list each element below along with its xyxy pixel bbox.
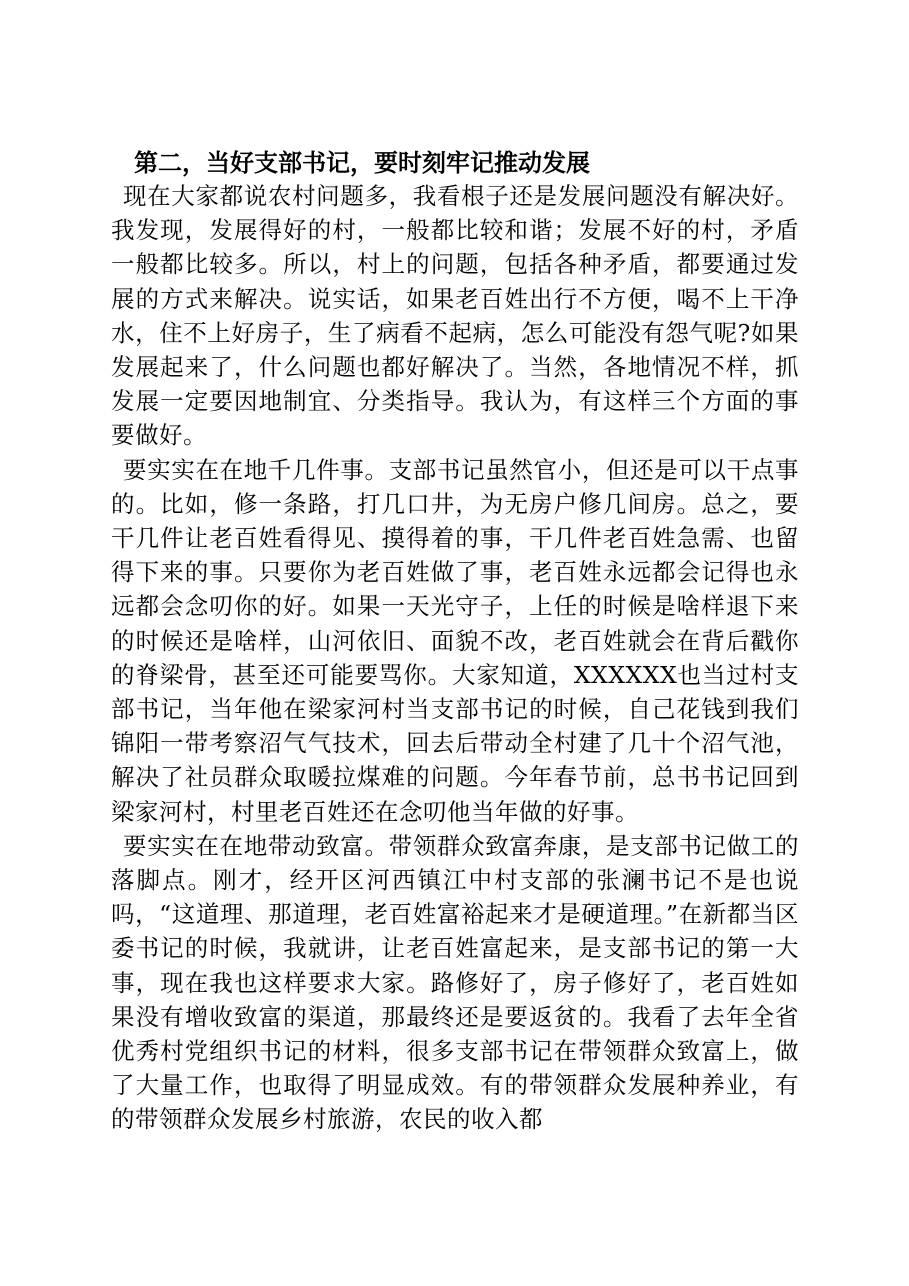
paragraph-2: 要实实在在地千几件事。支部书记虽然官小，但还是可以干点事的。比如，修一条路，打几口井，为无房户修几间房。总之，要干几件让老百姓看得见、摸得着的事，干几件老百姓急需、也留得下来的事。只要你为老百姓做了事，老百姓永远都会记得也永远都会念叨你的好。如果一天光守子，上任的时候是啥样退下来的时候还是啥样，山河依旧、面貌不改，老百姓就会在背后戳你的脊梁骨，甚至还可能要骂你。大家知道，XXXXXX也当过村支部书记，当年他在梁家河村当支部书记的时候，自己花钱到我们锦阳一带考察沼气气技术，回去后带动全村建了几十个沼气池，解决了社员群众取暖拉煤难的问题。今年春节前，总书书记回到梁家河村，村里老百姓还在念叨他当年做的好事。 <box>111 455 799 826</box>
paragraph-1: 现在大家都说农村问题多，我看根子还是发展问题没有解决好。我发现，发展得好的村，一般都比较和谐；发展不好的村，矛盾一般都比较多。所以，村上的问题，包括各种矛盾，都要通过发展的方式来解决。说实话，如果老百姓出行不方便，喝不上干净水，住不上好房子，生了病看不起病，怎么可能没有怨气呢?如果发展起来了，什么问题也都好解决了。当然，各地情况不样，抓发展一定要因地制宜、分类指导。我认为，有这样三个方面的事要做好。 <box>111 182 799 450</box>
paragraph-3: 要实实在在地带动致富。带领群众致富奔康，是支部书记做工的落脚点。刚才，经开区河西镇江中村支部的张澜书记不是也说吗，“这道理、那道理，老百姓富裕起来才是硬道理。”在新都当区委书记的时候，我就讲，让老百姓富起来，是支部书记的第一大事，现在我也这样要求大家。路修好了，房子修好了，老百姓如果没有增收致富的渠道，那最终还是要返贫的。我看了去年全省优秀村党组织书记的材料，很多支部书记在带领群众致富上，做了大量工作，也取得了明显成效。有的带领群众发展种养业，有的带领群众发展乡村旅游，农民的收入都 <box>111 831 799 1134</box>
document-body <box>111 147 799 1137</box>
section-heading: 第二，当好支部书记，要时刻牢记推动发展 <box>134 149 590 177</box>
